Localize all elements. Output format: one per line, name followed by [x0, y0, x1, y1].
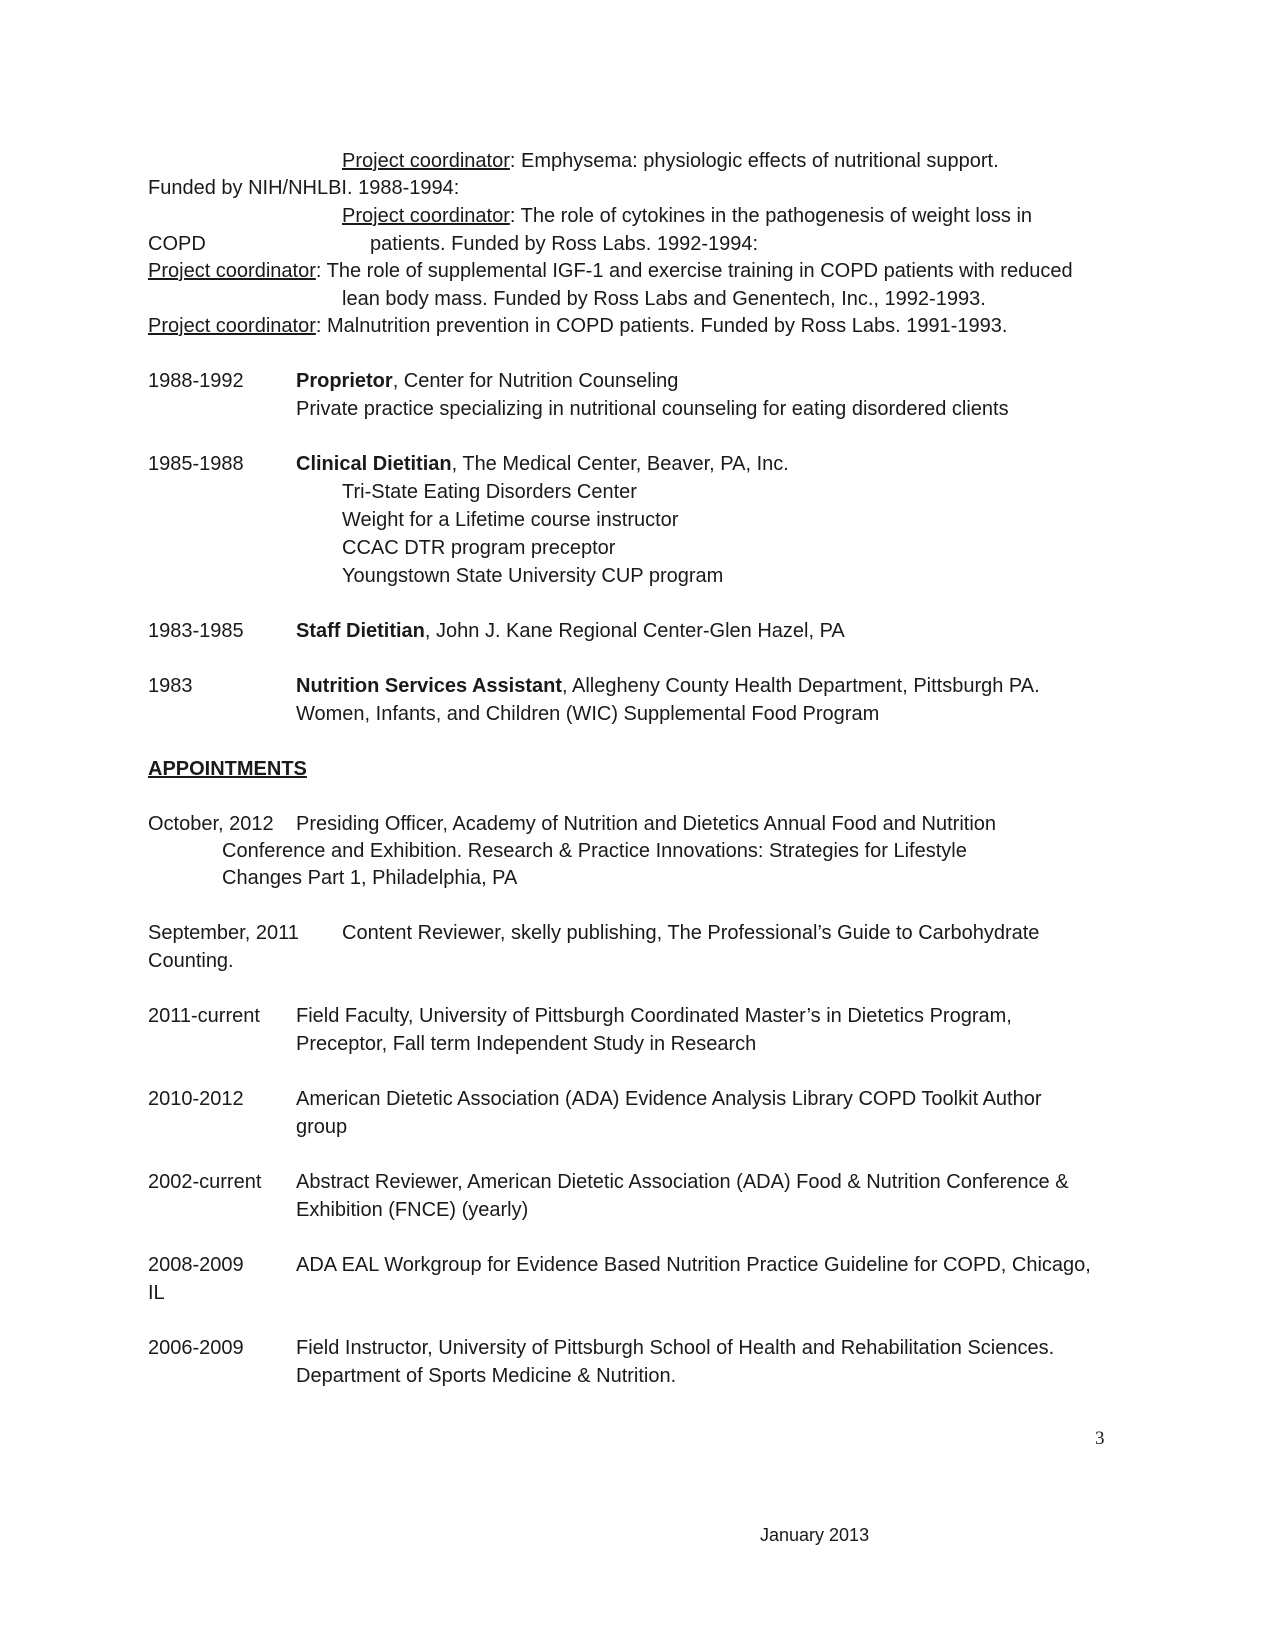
employment-sub-item: Tri-State Eating Disorders Center [342, 481, 637, 503]
appointment-line: Preceptor, Fall term Independent Study in Research [296, 1033, 757, 1055]
project-4-line1: Project coordinator: Malnutrition prevention in COPD patients. Funded by Ross Labs. 1991-1993. [148, 315, 1008, 337]
employment-position: Clinical Dietitian, The Medical Center, Beaver, PA, Inc. [296, 453, 789, 475]
employment-sub-item: Youngstown State University CUP program [342, 565, 724, 587]
project-1-line2: Funded by NIH/NHLBI. 1988-1994: [148, 177, 460, 199]
appointment-date: October, 2012 [148, 813, 274, 835]
project-label: Project coordinator [148, 315, 316, 337]
page-number: 3 [1095, 1428, 1105, 1449]
appointment-line: Exhibition (FNCE) (yearly) [296, 1199, 529, 1221]
project-3-line1: Project coordinator: The role of supplemental IGF-1 and exercise training in COPD patients with reduced [148, 260, 1073, 282]
employment-position: Proprietor, Center for Nutrition Counseling [296, 370, 679, 392]
employment-sub-item: Weight for a Lifetime course instructor [342, 509, 679, 531]
employment-sub-item: CCAC DTR program preceptor [342, 537, 616, 559]
appointment-line: IL [148, 1282, 165, 1304]
employment-position: Nutrition Services Assistant, Allegheny County Health Department, Pittsburgh PA. [296, 675, 1040, 697]
project-2-line1: Project coordinator: The role of cytokines in the pathogenesis of weight loss in [342, 205, 1033, 227]
employment-position: Staff Dietitian, John J. Kane Regional Center-Glen Hazel, PA [296, 620, 845, 642]
appointment-line: Field Faculty, University of Pittsburgh Coordinated Master’s in Dietetics Program, [296, 1005, 1012, 1027]
project-label: Project coordinator [342, 205, 510, 227]
appointment-line: Abstract Reviewer, American Dietetic Association (ADA) Food & Nutrition Conference & [296, 1171, 1069, 1193]
appointment-line: Changes Part 1, Philadelphia, PA [222, 867, 518, 889]
employment-detail: Women, Infants, and Children (WIC) Supplemental Food Program [296, 703, 880, 725]
project-1-line1: Project coordinator: Emphysema: physiologic effects of nutritional support. [342, 150, 999, 172]
appointment-date: 2002-current [148, 1171, 262, 1193]
project-label: Project coordinator [342, 150, 510, 172]
appointment-line: ADA EAL Workgroup for Evidence Based Nutrition Practice Guideline for COPD, Chicago, [296, 1254, 1091, 1276]
appointments-heading: APPOINTMENTS [148, 758, 307, 780]
appointment-line: Presiding Officer, Academy of Nutrition and Dietetics Annual Food and Nutrition [296, 813, 997, 835]
project-2-line2b: patients. Funded by Ross Labs. 1992-1994: [370, 233, 759, 255]
appointment-line: Field Instructor, University of Pittsburgh School of Health and Rehabilitation Sciences. [296, 1337, 1055, 1359]
project-label: Project coordinator [148, 260, 316, 282]
appointment-line: Content Reviewer, skelly publishing, The Professional’s Guide to Carbohydrate [342, 922, 1040, 944]
appointment-line: Conference and Exhibition. Research & Practice Innovations: Strategies for Lifestyle [222, 840, 967, 862]
appointment-date: 2011-current [148, 1005, 260, 1027]
project-3-line2: lean body mass. Funded by Ross Labs and Genentech, Inc., 1992-1993. [342, 288, 986, 310]
footer-date: January 2013 [760, 1525, 870, 1545]
employment-years: 1988-1992 [148, 370, 244, 392]
appointment-date: September, 2011 [148, 922, 299, 944]
employment-years: 1983-1985 [148, 620, 244, 642]
employment-detail: Private practice specializing in nutritional counseling for eating disordered clients [296, 398, 1009, 420]
appointment-line: American Dietetic Association (ADA) Evidence Analysis Library COPD Toolkit Author [296, 1088, 1042, 1110]
appointment-date: 2008-2009 [148, 1254, 244, 1276]
project-2-line2a: COPD [148, 233, 206, 255]
appointment-line: group [296, 1116, 348, 1138]
appointment-line: Counting. [148, 950, 234, 972]
appointment-line: Department of Sports Medicine & Nutrition. [296, 1365, 677, 1387]
employment-years: 1985-1988 [148, 453, 244, 475]
employment-years: 1983 [148, 675, 193, 697]
appointment-date: 2006-2009 [148, 1337, 244, 1359]
appointment-date: 2010-2012 [148, 1088, 244, 1110]
